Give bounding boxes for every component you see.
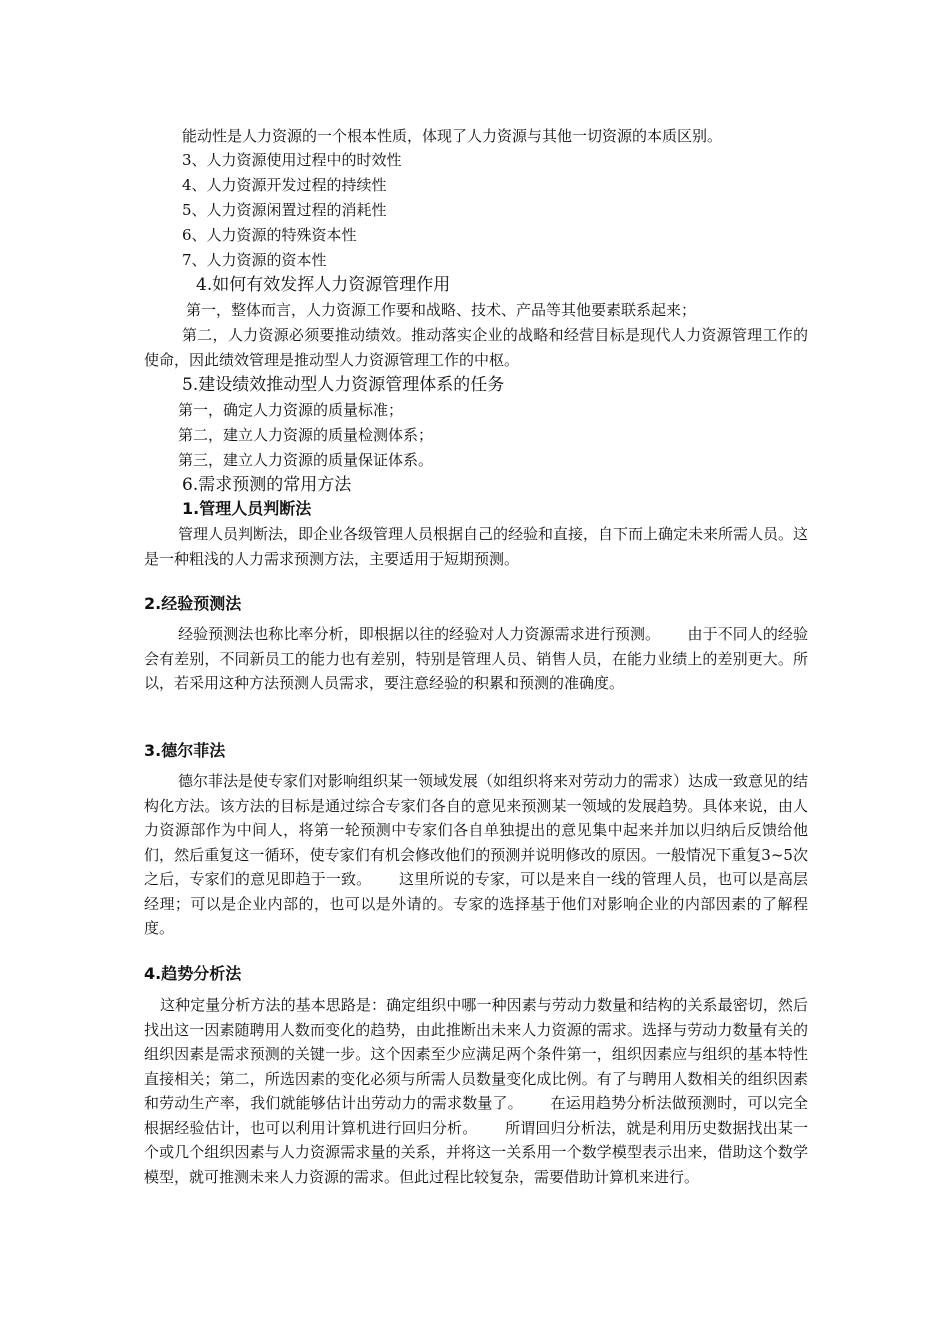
paragraph: 第二，人力资源必须要推动绩效。推动落实企业的战略和经营目标是现代人力资源管理工作的使命，因此绩效管理是推动型人力资源管理工作的中枢。 bbox=[144, 326, 808, 369]
section-heading: 6.需求预测的常用方法 bbox=[182, 475, 352, 495]
section-heading: 5.建设绩效推动型人力资源管理体系的任务 bbox=[182, 375, 505, 395]
method-title: 3.德尔菲法 bbox=[144, 741, 226, 760]
method-body: 管理人员判断法，即企业各级管理人员根据自己的经验和直接，自下而上确定未来所需人员。这是一种粗浅的人力需求预测方法，主要适用于短期预测。 bbox=[144, 525, 809, 568]
list-item: 3、人力资源使用过程中的时效性 bbox=[182, 151, 402, 169]
paragraph-continuation: 能动性是人力资源的一个根本性质，体现了人力资源与其他一切资源的本质区别。 bbox=[182, 127, 723, 145]
list-item: 第一，确定人力资源的质量标准； bbox=[178, 401, 404, 419]
list-item: 第三，建立人力资源的质量保证体系。 bbox=[178, 451, 434, 469]
paragraph: 第一，整体而言，人力资源工作要和战略、技术、产品等其他要素联系起来； bbox=[186, 301, 697, 319]
method-body: 经验预测法也称比率分析，即根据以往的经验对人力资源需求进行预测。 由于不同人的经验会有差别，不同新员工的能力也有差别，特别是管理人员、销售人员，在能力业绩上的差别更大。所以，若采用这种方法预测人员需求，要注意经验的积累和预测的准确度。 bbox=[144, 625, 808, 692]
method-title: 1.管理人员判断法 bbox=[182, 499, 312, 518]
method-body: 德尔菲法是使专家们对影响组织某一领域发展（如组织将来对劳动力的需求）达成一致意见的结构化方法。该方法的目标是通过综合专家们各自的意见来预测某一领域的发展趋势。具体来说，由人力资源部作为中间人，将第一轮预测中专家们各自单独提出的意见集中起来并加以归纳后反馈给他们，然后重复这一循环，使专家们有机会修改他们的预测并说明修改的原因。一般情况下重复3~5次之后，专家们的意见即趋于一致。 这里所说的专家，可以是来自一线的管理人员，也可以是高层经理；可以是企业内部的，也可以是外请的。专家的选择基于他们对影响企业的内部因素的了解程度。 bbox=[144, 772, 809, 937]
section-heading: 4.如何有效发挥人力资源管理作用 bbox=[196, 275, 451, 295]
method-title: 2.经验预测法 bbox=[144, 594, 242, 613]
list-item: 7、人力资源的资本性 bbox=[182, 251, 327, 269]
method-title: 4.趋势分析法 bbox=[144, 964, 242, 983]
list-item: 5、人力资源闲置过程的消耗性 bbox=[182, 201, 387, 219]
list-item: 第二，建立人力资源的质量检测体系； bbox=[178, 426, 434, 444]
method-body: 这种定量分析方法的基本思路是：确定组织中哪一种因素与劳动力数量和结构的关系最密切，然后找出这一因素随聘用人数而变化的趋势，由此推断出未来人力资源的需求。选择与劳动力数量有关的组织因素是需求预测的关键一步。这个因素至少应满足两个条件第一，组织因素应与组织的基本特性直接相关；第二，所选因素的变化必须与所需人员数量变化成比例。有了与聘用人数相关的组织因素和劳动生产率，我们就能够估计出劳动力的需求数量了。 在运用趋势分析法做预测时，可以完全根据经验估计，也可以利用计算机进行回归分析。 所谓回归分析法，就是利用历史数据找出某一个或几个组织因素与人力资源需求量的关系，并将这一关系用一个数学模型表示出来，借助这个数学模型，就可推测未来人力资源的需求。但此过程比较复杂，需要借助计算机来进行。 bbox=[144, 996, 808, 1186]
list-item: 6、人力资源的特殊资本性 bbox=[182, 226, 357, 244]
list-item: 4、人力资源开发过程的持续性 bbox=[182, 176, 387, 194]
